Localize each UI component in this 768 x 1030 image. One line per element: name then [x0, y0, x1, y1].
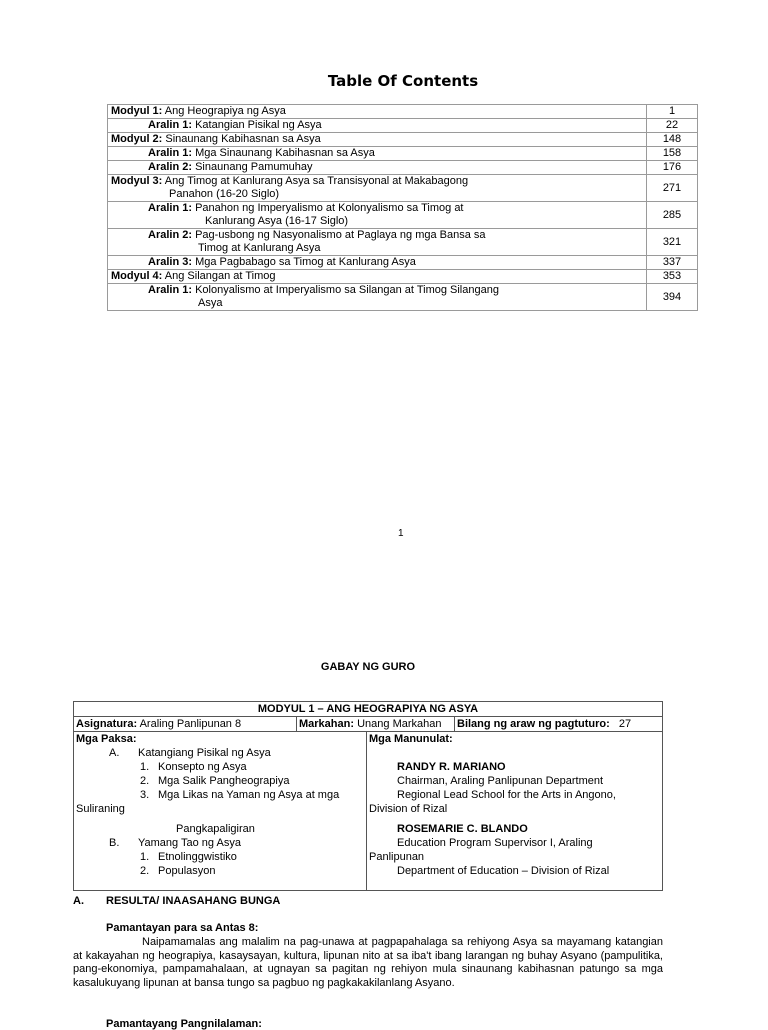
author1-role: Chairman, Araling Panlipunan Department	[397, 775, 604, 787]
toc-row	[108, 284, 698, 311]
toc-entry-text: Sinaunang Pamumuhay	[195, 161, 313, 173]
section-a-heading	[73, 895, 280, 907]
author1-name: RANDY R. MARIANO	[397, 761, 506, 773]
toc-page-number: 1	[647, 105, 698, 119]
toc-entry-label: Aralin 1:	[148, 147, 193, 159]
asignatura-value: Araling Panlipunan 8	[139, 718, 242, 730]
author1-school: Regional Lead School for the Arts in Angono,	[397, 789, 616, 801]
toc-table	[107, 104, 698, 311]
toc-entry-label: Aralin 2:	[148, 161, 193, 173]
toc-entry-continuation: Asya	[198, 297, 223, 309]
toc-page-number: 148	[647, 133, 698, 147]
paksa-item-a3-wrap2: Pangkapaligiran	[176, 823, 255, 835]
bilang-value: 27	[618, 718, 632, 730]
paksa-item-b: B. Yamang Tao ng Asya	[109, 837, 241, 849]
toc-entry	[108, 202, 647, 229]
markahan-cell	[297, 717, 455, 731]
paksa-item-a1: 1. Konsepto ng Asya	[140, 761, 247, 773]
toc-entry	[108, 284, 647, 311]
toc-page-number: 394	[647, 284, 698, 311]
toc-entry-text: Ang Silangan at Timog	[164, 270, 276, 282]
toc-row	[108, 147, 698, 161]
toc-entry-label: Aralin 1:	[148, 284, 193, 296]
toc-entry	[108, 105, 647, 119]
paksa-item-b2: 2. Populasyon	[140, 865, 216, 877]
paksa-item-a3: 3. Mga Likas na Yaman ng Asya at mga	[140, 789, 340, 801]
bilang-label: Bilang ng araw ng pagtuturo:	[457, 718, 610, 730]
module-header: MODYUL 1 – ANG HEOGRAPIYA NG ASYA	[74, 702, 663, 717]
toc-page-number: 353	[647, 270, 698, 284]
toc-entry	[108, 119, 647, 133]
toc-entry-continuation: Panahon (16-20 Siglo)	[169, 188, 280, 200]
toc-page-number: 176	[647, 161, 698, 175]
toc-row	[108, 175, 698, 202]
toc-entry	[108, 229, 647, 256]
manunulat-label: Mga Manunulat:	[369, 733, 453, 745]
toc-row	[108, 133, 698, 147]
toc-page-number: 337	[647, 256, 698, 270]
toc-row	[108, 119, 698, 133]
author2-role-wrap: Panlipunan	[369, 851, 425, 863]
section-a-title: RESULTA/ INAASAHANG BUNGA	[106, 895, 281, 907]
section-a-letter: A.	[73, 895, 84, 907]
paksa-item-b1: 1. Etnolinggwistiko	[140, 851, 237, 863]
toc-entry-text: Panahon ng Imperyalismo at Kolonyalismo sa Timog at	[195, 202, 464, 214]
toc-entry	[108, 175, 647, 202]
pamantayang-pangnilalaman-heading: Pamantayang Pangnilalaman:	[106, 1018, 262, 1030]
module-info-row	[74, 717, 662, 731]
paksa-item-a2: 2. Mga Salik Pangheograpiya	[140, 775, 290, 787]
paragraph-text: Naipamamalas ang malalim na pag-unawa at pagpapahalaga sa rehiyong Asya sa mayamang katangian at kakayahan ng heograpiya, kasaysayan, kultura, lipunan nito at sa iba't ibang larangan ng buhay Asyano (pampulitika, pang-ekonomiya, pampamahalaan, at ugnayan sa pagitan ng rehiyon mula sinaunang kabihasnan patungo sa mga kasalukuyang lipunan at bansa tungo sa pagbuo ng pagkakakilanlang Asyano.	[73, 936, 663, 989]
paksa-label: Mga Paksa:	[76, 733, 137, 745]
toc-entry-label: Aralin 2:	[148, 229, 193, 241]
toc-entry-continuation: Timog at Kanlurang Asya	[198, 242, 321, 254]
toc-row	[108, 105, 698, 119]
module-table	[73, 701, 663, 891]
toc-entry-text: Sinaunang Kabihasnan sa Asya	[165, 133, 321, 145]
toc-entry	[108, 147, 647, 161]
author2-name: ROSEMARIE C. BLANDO	[397, 823, 528, 835]
toc-row	[108, 270, 698, 284]
gabay-ng-guro-heading: GABAY NG GURO	[320, 661, 416, 673]
author2-role: Education Program Supervisor I, Araling	[397, 837, 593, 849]
toc-entry	[108, 133, 647, 147]
toc-entry-label: Modyul 4:	[111, 270, 163, 282]
paksa-item-a: A. Katangiang Pisikal ng Asya	[109, 747, 271, 759]
toc-page-number: 321	[647, 229, 698, 256]
toc-page-number: 285	[647, 202, 698, 229]
toc-page-number: 271	[647, 175, 698, 202]
toc-entry-label: Aralin 1:	[148, 119, 193, 131]
toc-entry-continuation: Kanlurang Asya (16-17 Siglo)	[205, 215, 349, 227]
asignatura-label: Asignatura:	[76, 718, 138, 730]
toc-entry-text: Katangian Pisikal ng Asya	[195, 119, 322, 131]
mga-manunulat-cell	[367, 732, 663, 891]
pamantayan-antas-heading: Pamantayan para sa Antas 8:	[106, 922, 259, 934]
toc-entry	[108, 256, 647, 270]
markahan-value: Unang Markahan	[357, 718, 442, 730]
pamantayan-paragraph	[73, 936, 663, 990]
toc-entry-label: Aralin 1:	[148, 202, 193, 214]
toc-entry-label: Modyul 1:	[111, 105, 163, 117]
toc-entry	[108, 161, 647, 175]
toc-entry-text: Mga Pagbabago sa Timog at Kanlurang Asya	[195, 256, 416, 268]
toc-row	[108, 161, 698, 175]
author2-dept: Department of Education – Division of Rizal	[397, 865, 610, 877]
toc-entry-text: Mga Sinaunang Kabihasnan sa Asya	[195, 147, 375, 159]
markahan-label: Markahan:	[299, 718, 355, 730]
paksa-item-a3-wrap: Suliraning	[76, 803, 125, 815]
toc-entry-text: Pag-usbong ng Nasyonalismo at Paglaya ng mga Bansa sa	[195, 229, 486, 241]
toc-entry-text: Ang Timog at Kanlurang Asya sa Transisyonal at Makabagong	[164, 175, 469, 187]
toc-entry-text: Kolonyalismo at Imperyalismo sa Silangan at Timog Silangang	[195, 284, 499, 296]
toc-entry-label: Modyul 2:	[111, 133, 163, 145]
toc-title: Table Of Contents	[327, 72, 479, 90]
toc-entry-text: Ang Heograpiya ng Asya	[164, 105, 286, 117]
mga-paksa-cell	[74, 732, 367, 891]
toc-page-number: 22	[647, 119, 698, 133]
asignatura-cell	[74, 717, 297, 731]
toc-entry	[108, 270, 647, 284]
bilang-cell	[455, 717, 662, 731]
toc-row	[108, 229, 698, 256]
toc-entry-label: Modyul 3:	[111, 175, 163, 187]
page-number: 1	[398, 528, 404, 539]
author1-school-wrap: Division of Rizal	[369, 803, 448, 815]
toc-page-number: 158	[647, 147, 698, 161]
toc-entry-label: Aralin 3:	[148, 256, 193, 268]
toc-row	[108, 202, 698, 229]
toc-row	[108, 256, 698, 270]
